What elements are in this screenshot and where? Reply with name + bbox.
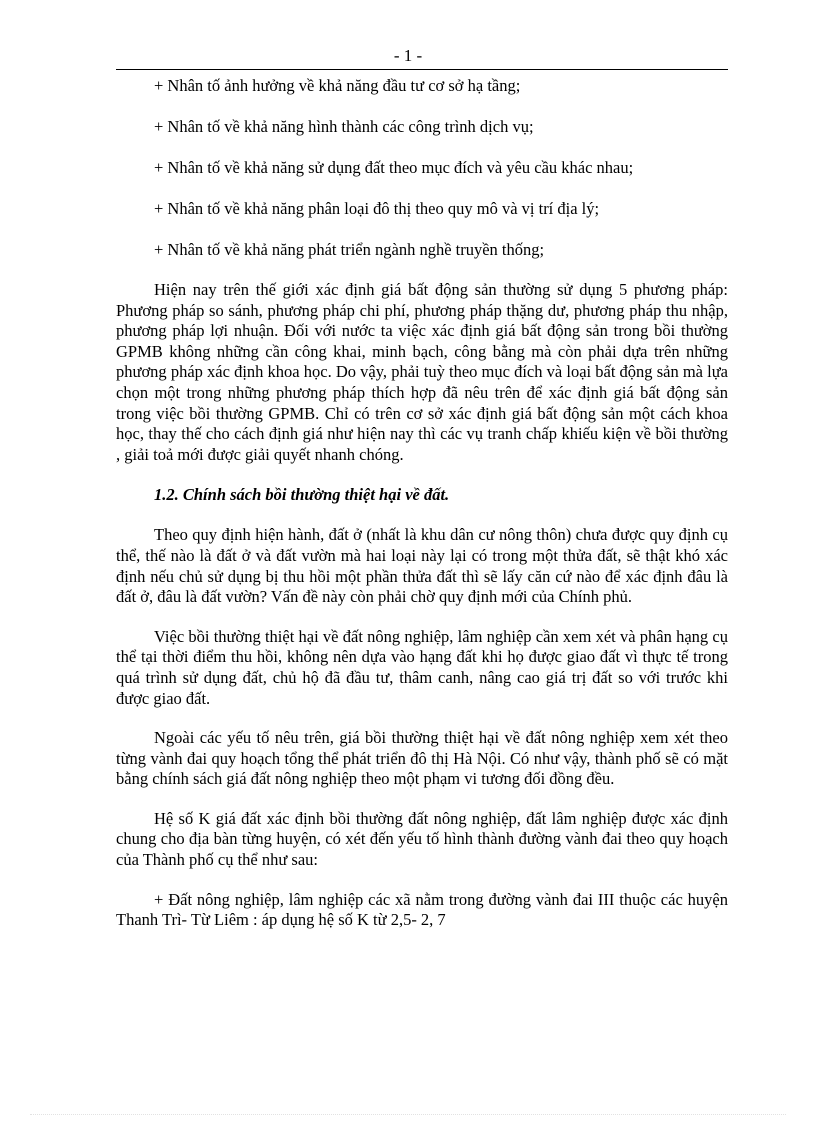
bullet-urban-classification: + Nhân tố về khả năng phân loại đô thị theo quy mô và vị trí địa lý; (154, 199, 600, 218)
page-number: - 1 - (393, 46, 423, 65)
paragraph-planning-factors: Ngoài các yếu tố nêu trên, giá bồi thường thiệt hại về đất nông nghiệp xem xét theo từng vành đai quy hoạch tổng thể phát triển đô thị Hà Nội. Có như vậy, thành phố sẽ có mặt bằng chính sách giá đất nông nghiệp theo một phạm vi tương đối đồng đều. (116, 728, 728, 789)
paragraph-coefficient-k: Hệ số K giá đất xác định bồi thường đất nông nghiệp, đất lâm nghiệp được xác định chung cho địa bàn từng huyện, có xét đến yếu tố hình thành đường vành đai theo quy hoạch của Thành phố cụ thể như sau: (116, 808, 728, 870)
bullet-services: + Nhân tố về khả năng hình thành các công trình dịch vụ; (154, 117, 534, 136)
header-rule (116, 69, 728, 70)
section-heading: 1.2. Chính sách bồi thường thiệt hại về đất. (154, 485, 450, 505)
bullet-land-use: + Nhân tố về khả năng sử dụng đất theo mục đích và yêu cầu khác nhau; (154, 158, 634, 177)
paragraph-valuation-methods: Hiện nay trên thế giới xác định giá bất động sản thường sử dụng 5 phương pháp: Phương pháp so sánh, phương pháp chi phí, phương pháp thặng dư, phương pháp thu nhập, phương pháp lợi nhuận. Đối với nước ta việc xác định giá bất động sản trong bồi thường GPMB không những cần công khai, minh bạch, công bằng mà còn phải dựa trên những phương pháp xác định khoa học. Do vậy, phải tuỳ theo mục đích và loại bất động sản mà lựa chọn một trong những phương pháp thích hợp đã nêu trên để xác định giá bất động sản trong việc bồi thường GPMB. Chỉ có trên cơ sở xác định giá bất động sản một cách khoa học, thay thế cho cách định giá như hiện nay thì các vụ tranh chấp khiếu kiện về bồi thường , giải toả mới được giải quyết nhanh chóng. (116, 280, 728, 464)
document-body (116, 72, 728, 931)
bullet-ring-road: + Đất nông nghiệp, lâm nghiệp các xã nằm trong đường vành đai III thuộc các huyện Thanh Trì- Từ Liêm : áp dụng hệ số K từ 2,5- 2, 7 (116, 889, 728, 930)
bullet-traditional-crafts: + Nhân tố về khả năng phát triển ngành nghề truyền thống; (154, 240, 545, 259)
paragraph-residential-land: Theo quy định hiện hành, đất ở (nhất là khu dân cư nông thôn) chưa được quy định cụ thể, thế nào là đất ở và đất vườn mà hai loại này lại có trong một thửa đất, sẽ thật khó xác định nếu chủ sử dụng bị thu hồi một phần thửa đất thì sẽ lấy căn cứ nào để xác định đâu là đất ở, đâu là đất vườn? Vấn đề này còn phải chờ quy định mới của Chính phủ. (116, 525, 728, 607)
page-bottom-border (30, 1114, 786, 1115)
bullet-infrastructure: + Nhân tố ảnh hưởng về khả năng đầu tư cơ sở hạ tầng; (154, 76, 521, 95)
paragraph-agricultural-land: Việc bồi thường thiệt hại về đất nông nghiệp, lâm nghiệp cần xem xét và phân hạng cụ thể tại thời điểm thu hồi, không nên dựa vào hạng đất khi họ được giao đất vì thực tế trong quá trình sử dụng đất, chủ hộ đã đầu tư, thâm canh, nâng cao giá trị đất so với trước khi được giao đất. (116, 626, 728, 708)
